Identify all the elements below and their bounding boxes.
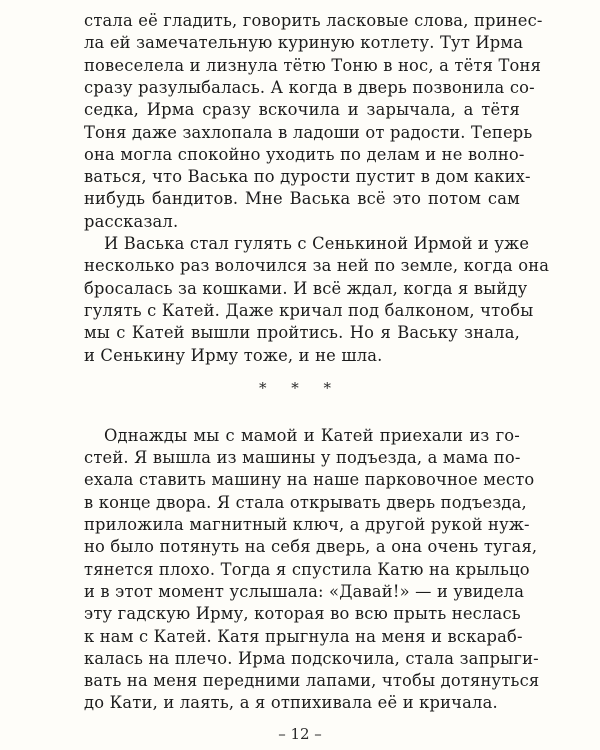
text-line: но было потянуть на себя дверь, а она очень тугая,	[84, 537, 538, 557]
text-line: калась на плечо. Ирма подскочила, стала запрыги-	[84, 648, 539, 668]
text-line: нибудь бандитов. Мне Васька всё это потом сам	[84, 189, 520, 209]
text-line: вать на меня передними лапами, чтобы дотянуться	[84, 671, 540, 691]
text-line: рассказал.	[84, 211, 179, 231]
text-line: в конце двора. Я стала открывать дверь подъезда,	[84, 492, 527, 512]
text-line: сразу разулыбалась. А когда в дверь позвонила со-	[84, 77, 535, 97]
text-line: гулять с Катей. Даже кричал под балконом, чтобы	[84, 300, 534, 320]
text-line: эту гадскую Ирму, которая во всю прыть неслась	[84, 604, 521, 624]
text-line: ла ей замечательную куриную котлету. Тут Ирма	[84, 33, 524, 53]
text-line: приложила магнитный ключ, а другой рукой нуж-	[84, 515, 530, 534]
text-line: тянется плохо. Тогда я спустила Катю на крыльцо	[84, 559, 530, 579]
text-line: седка, Ирма сразу вскочила и зарычала, а тётя	[84, 100, 520, 120]
text-line: бросалась за кошками. И всё ждал, когда я выйду	[84, 278, 528, 298]
text-line: ваться, что Васька по дурости пустит в дом каких-	[84, 167, 531, 187]
text-line: мы с Катей вышли пройтись. Но я Ваську знала,	[84, 323, 520, 343]
text-line: и в этот момент услышала: «Давай!» — и увидела	[84, 581, 525, 601]
text-line: несколько раз волочился за ней по земле, когда она	[84, 256, 550, 276]
page-number: – 12 –	[278, 724, 322, 743]
text-line: она могла спокойно уходить по делам и не волно-	[84, 144, 525, 164]
text-line: повеселела и лизнула тётю Тоню в нос, а тётя Тоня	[84, 55, 542, 75]
text-line: Однажды мы с мамой и Катей приехали из го-	[104, 425, 520, 445]
text-line: до Кати, и лаять, а я отпихивала её и кричала.	[84, 693, 498, 713]
text-line: Тоня даже захлопала в ладоши от радости. Теперь	[84, 122, 533, 142]
text-line: стала её гладить, говорить ласковые слова, принес-	[84, 11, 543, 30]
text-line: И Васька стал гулять с Сенькиной Ирмой и уже	[104, 234, 530, 253]
text-line: к нам с Катей. Катя прыгнула на меня и вскараб-	[84, 626, 523, 646]
text-line: и Сенькину Ирму тоже, и не шла.	[84, 345, 383, 365]
section-separator: * * *	[258, 378, 342, 397]
text-line: ехала ставить машину на наше парковочное место	[84, 470, 535, 490]
text-line: стей. Я вышла из машины у подъезда, а мама по-	[84, 448, 521, 468]
